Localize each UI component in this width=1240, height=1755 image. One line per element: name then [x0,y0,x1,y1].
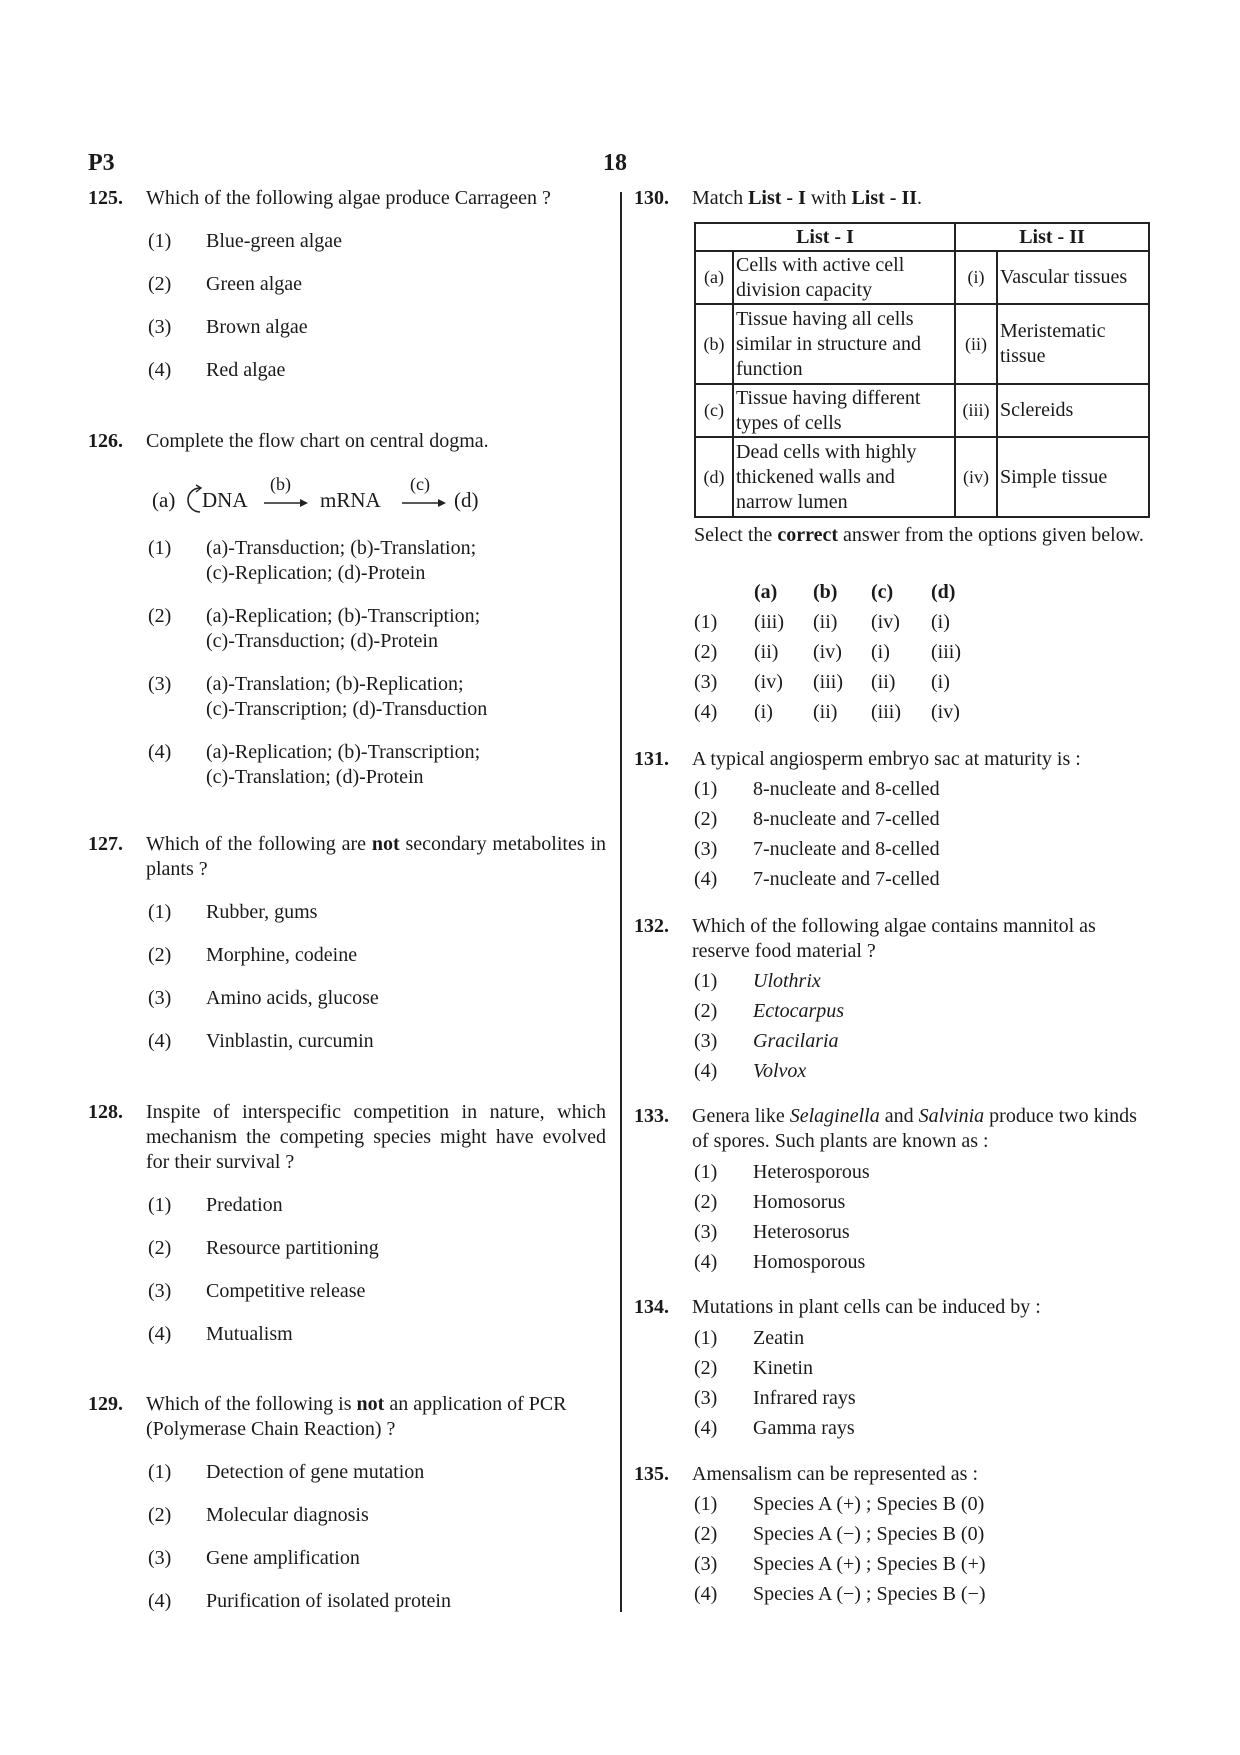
emphasis-text: not [356,1393,385,1415]
row-label: (iv) [955,437,997,517]
option-line: (a)-Translation; (b)-Replication; [206,673,464,695]
option-number: (2) [694,1357,718,1379]
dogma-label-d: (d) [454,488,479,512]
option-text: Mutualism [206,1323,293,1345]
grid-cell: (ii) [754,641,779,663]
grid-cell: (iii) [931,641,961,663]
text-part: Match [692,187,744,209]
option-number: (1) [148,230,172,252]
option-number: (4) [148,1323,172,1345]
genus-name: Salvinia [918,1105,985,1127]
option-number: (3) [148,316,172,338]
question-number: 132. [634,915,669,937]
option-text: Heterosporous [753,1161,870,1183]
option-line: (c)-Transcription; (d)-Transduction [206,698,488,720]
question-number: 129. [88,1393,123,1415]
question-text: Mutations in plant cells can be induced by : [692,1296,1041,1318]
option-text: Species A (−) ; Species B (−) [753,1583,986,1605]
option-number: (4) [694,868,718,890]
option-text [206,536,606,586]
text-part: secondary metabolites in plants ? [146,833,607,880]
grid-cell: (iv) [931,701,960,723]
option-number: (3) [148,673,172,695]
option-number: (3) [694,671,718,693]
option-number: (4) [694,1417,718,1439]
question-number: 135. [634,1463,669,1485]
emphasis-text: correct [777,524,838,546]
question-number: 126. [88,430,123,452]
grid-cell: (iii) [754,611,784,633]
question-number: 127. [88,833,123,855]
option-number: (1) [694,970,718,992]
option-text: Red algae [206,359,286,381]
option-number: (2) [148,944,172,966]
option-number: (3) [694,1553,718,1575]
grid-cell: (iv) [754,671,783,693]
option-number: (4) [148,1590,172,1612]
question-text: Complete the flow chart on central dogma. [146,430,489,452]
emphasis-text: List - II [851,187,918,209]
arrow-icon [402,498,448,508]
grid-cell: (i) [871,641,890,663]
option-number: (1) [694,1327,718,1349]
option-text: Morphine, codeine [206,944,358,966]
grid-cell: (iv) [813,641,842,663]
option-number: (1) [694,778,718,800]
option-text: Competitive release [206,1280,366,1302]
option-text: Blue-green algae [206,230,343,252]
question-text: Amensalism can be represented as : [692,1463,979,1485]
option-number: (4) [694,1251,718,1273]
option-number: (1) [148,1461,172,1483]
dogma-mrna: mRNA [320,488,381,512]
option-text: Species A (+) ; Species B (+) [753,1553,986,1575]
question-text: Which of the following algae contains mannitol as reserve food material ? [692,915,1096,962]
option-number: (1) [148,537,172,559]
question-number: 133. [634,1105,669,1127]
dogma-label-b: (b) [270,474,291,494]
list-2-item: Sclereids [997,384,1149,437]
table-row [695,437,1149,517]
grid-cell: (i) [931,671,950,693]
option-number: (3) [694,1221,718,1243]
text-part: Which of the following are [146,833,366,855]
text-part: answer from the options given below. [843,524,1144,546]
emphasis-text: List - I [748,187,806,209]
question-number: 130. [634,187,669,209]
table-row [695,384,1149,437]
option-text: Vinblastin, curcumin [206,1030,374,1052]
option-line: (a)-Transduction; (b)-Translation; [206,537,477,559]
question-number: 125. [88,187,123,209]
match-table [694,222,1150,518]
question-number: 131. [634,748,669,770]
option-text: Kinetin [753,1357,813,1379]
select-instruction [694,523,1164,548]
option-text: Species A (+) ; Species B (0) [753,1493,985,1515]
option-text: Homosorus [753,1191,846,1213]
text-part: Which of the following is [146,1393,352,1415]
option-number: (4) [694,701,718,723]
question-text: Inspite of interspecific competition in nature, which mechanism the competing species might have evolved for their survival ? [146,1101,606,1173]
text-part: Genera like [692,1105,785,1127]
option-text: Species A (−) ; Species B (0) [753,1523,985,1545]
question-text: A typical angiosperm embryo sac at maturity is : [692,748,1081,770]
text-part: produce two kinds of spores. Such plants are known as : [692,1105,1137,1152]
option-text: Gracilaria [753,1030,839,1052]
option-number: (1) [694,1493,718,1515]
grid-cell: (i) [754,701,773,723]
replication-loop-icon [182,483,204,515]
option-number: (3) [148,1547,172,1569]
question-text [146,832,606,882]
option-text: Green algae [206,273,303,295]
option-line: (a)-Replication; (b)-Transcription; [206,605,481,627]
option-line: (c)-Translation; (d)-Protein [206,766,424,788]
option-number: (2) [694,1523,718,1545]
option-number: (1) [148,1194,172,1216]
row-label: (d) [695,437,733,517]
central-dogma-flowchart [152,474,492,530]
question-number: 134. [634,1296,669,1318]
page-number: 18 [603,150,627,176]
option-text: Predation [206,1194,283,1216]
option-text: Infrared rays [753,1387,856,1409]
question-text [692,1104,1152,1154]
option-number: (1) [694,1161,718,1183]
list-1-item: Cells with active cell division capacity [733,251,955,304]
option-text [206,604,606,654]
text-part: an application of PCR (Polymerase Chain Reaction) ? [146,1393,567,1440]
option-number: (2) [694,641,718,663]
grid-col-d: (d) [931,581,956,603]
text-part: and [884,1105,914,1127]
table-row [695,251,1149,304]
dogma-label-c: (c) [410,474,430,494]
grid-cell: (i) [931,611,950,633]
row-label: (i) [955,251,997,304]
row-label: (a) [695,251,733,304]
list-1-item: Tissue having different types of cells [733,384,955,437]
option-number: (4) [148,741,172,763]
option-text: Purification of isolated protein [206,1590,451,1612]
table-row [695,304,1149,384]
dogma-dna: DNA [202,488,248,512]
option-number: (3) [148,1280,172,1302]
row-label: (ii) [955,304,997,384]
text-part: . [917,187,923,209]
genus-name: Selaginella [789,1105,880,1127]
option-number: (2) [148,1237,172,1259]
option-line: (a)-Replication; (b)-Transcription; [206,741,481,763]
list-2-item: Meristematic tissue [997,304,1149,384]
question-number: 128. [88,1101,123,1123]
option-text: Zeatin [753,1327,805,1349]
text-part: Select the [694,524,773,546]
question-text: Which of the following algae produce Carrageen ? [146,187,551,209]
row-label: (iii) [955,384,997,437]
emphasis-text: not [371,833,400,855]
option-text: Resource partitioning [206,1237,379,1259]
option-number: (2) [694,1191,718,1213]
option-text: 7-nucleate and 8-celled [753,838,940,860]
option-text: Homosporous [753,1251,866,1273]
option-text: Amino acids, glucose [206,987,379,1009]
option-text: Detection of gene mutation [206,1461,425,1483]
option-number: (4) [694,1060,718,1082]
grid-cell: (ii) [813,611,838,633]
grid-col-a: (a) [754,581,778,603]
list-1-item: Dead cells with highly thickened walls and narrow lumen [733,437,955,517]
option-text: 7-nucleate and 7-celled [753,868,940,890]
grid-cell: (ii) [871,671,896,693]
question-text [146,1392,606,1442]
column-header: List - I [695,223,955,251]
table-header-row [695,223,1149,251]
row-label: (b) [695,304,733,384]
grid-cell: (iii) [813,671,843,693]
row-label: (c) [695,384,733,437]
option-text: 8-nucleate and 8-celled [753,778,940,800]
arrow-icon [264,498,310,508]
option-number: (2) [694,808,718,830]
option-text: Rubber, gums [206,901,318,923]
question-text [692,186,1152,211]
option-number: (3) [694,1387,718,1409]
option-text: Ulothrix [753,970,821,992]
option-text: Brown algae [206,316,308,338]
option-text [206,740,606,790]
list-2-item: Simple tissue [997,437,1149,517]
option-number: (1) [148,901,172,923]
option-number: (2) [148,273,172,295]
option-number: (3) [694,1030,718,1052]
column-divider [620,192,622,1612]
dogma-label-a: (a) [152,488,176,512]
option-text: Gene amplification [206,1547,360,1569]
option-number: (4) [148,1030,172,1052]
option-text: Gamma rays [753,1417,855,1439]
list-1-item: Tissue having all cells similar in structure and function [733,304,955,384]
paper-code: P3 [88,150,115,176]
option-text: Heterosorus [753,1221,850,1243]
grid-col-c: (c) [871,581,894,603]
grid-cell: (ii) [813,701,838,723]
option-number: (2) [694,1000,718,1022]
list-2-item: Vascular tissues [997,251,1149,304]
option-text: Ectocarpus [753,1000,845,1022]
option-line: (c)-Transduction; (d)-Protein [206,630,438,652]
option-line: (c)-Replication; (d)-Protein [206,562,426,584]
column-header: List - II [955,223,1149,251]
option-number: (3) [694,838,718,860]
option-number: (4) [694,1583,718,1605]
option-text: Molecular diagnosis [206,1504,369,1526]
grid-cell: (iii) [871,701,901,723]
option-number: (1) [694,611,718,633]
option-number: (3) [148,987,172,1009]
option-text: 8-nucleate and 7-celled [753,808,940,830]
option-number: (2) [148,605,172,627]
option-text: Volvox [753,1060,807,1082]
option-number: (2) [148,1504,172,1526]
grid-cell: (iv) [871,611,900,633]
text-part: with [810,187,847,209]
option-number: (4) [148,359,172,381]
option-text [206,672,606,722]
grid-col-b: (b) [813,581,838,603]
